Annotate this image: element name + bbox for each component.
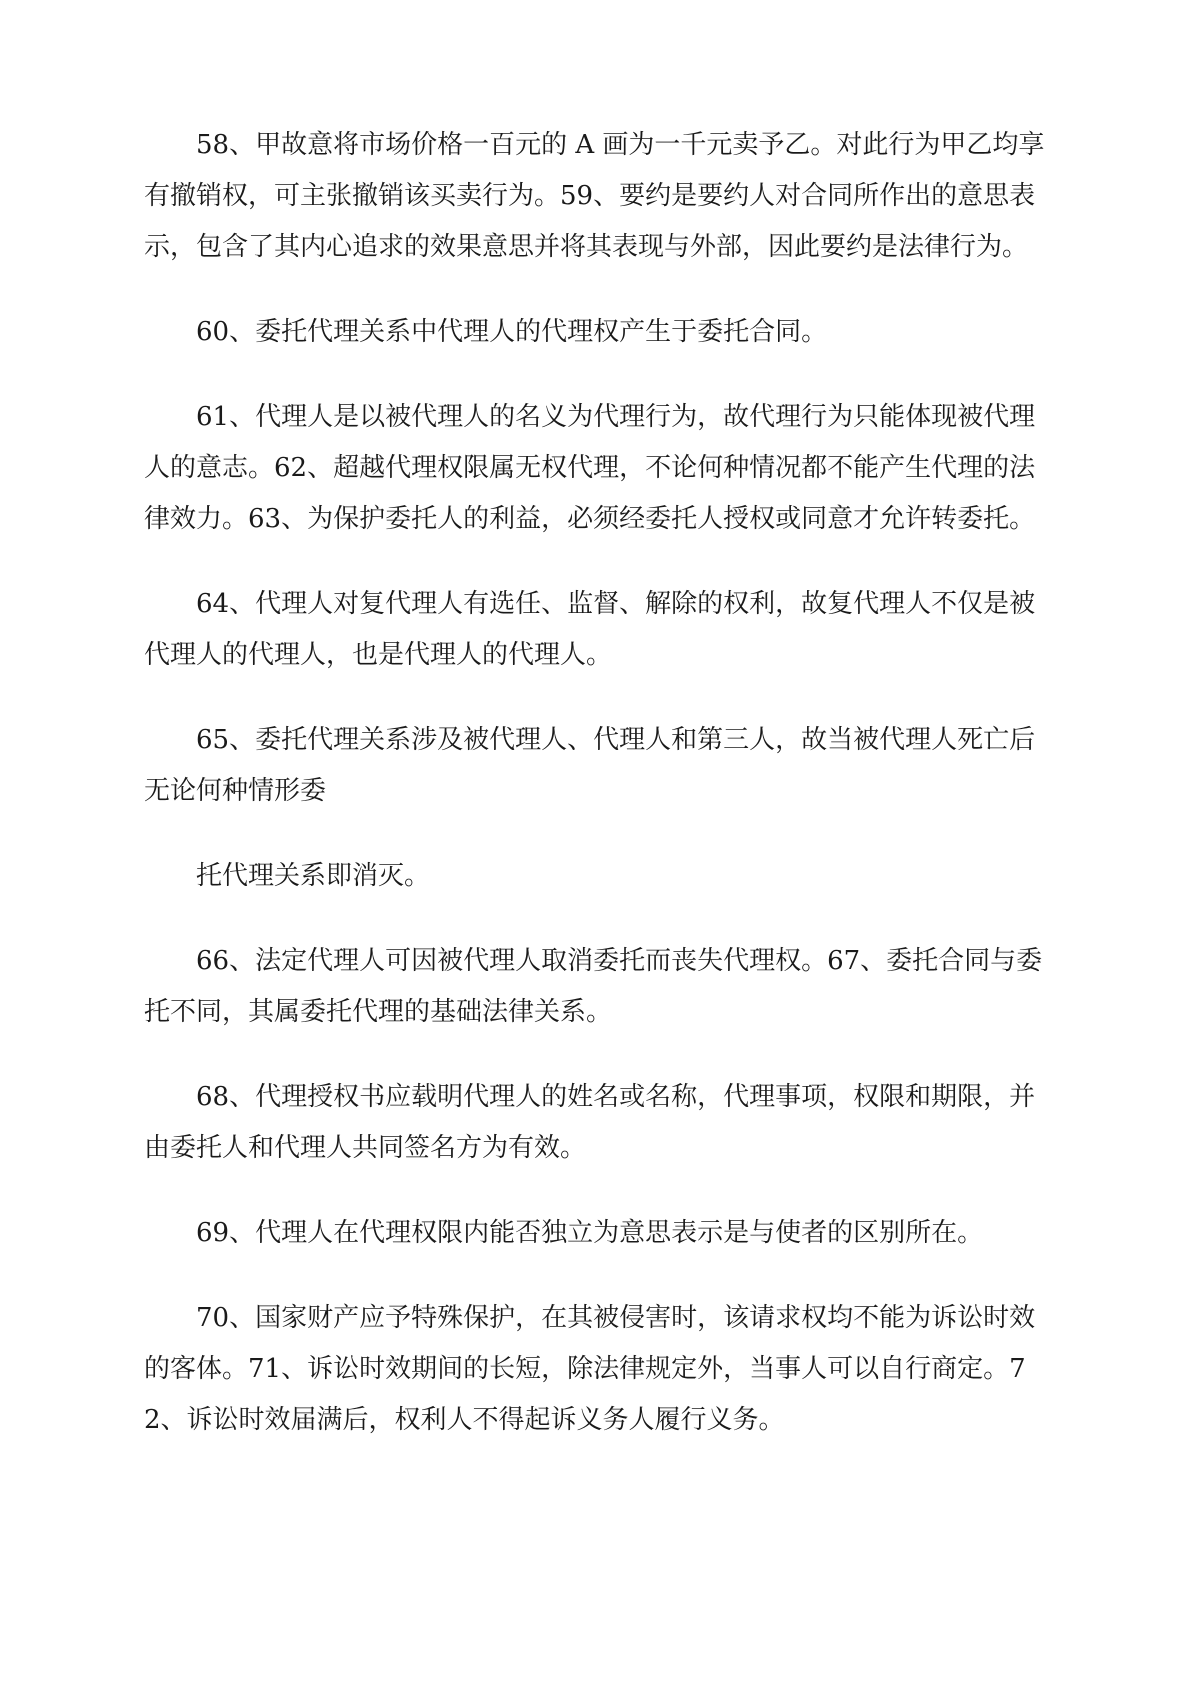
paragraph-58-59: 58、甲故意将市场价格一百元的 A 画为一千元卖予乙。对此行为甲乙均享有撤销权，可主张撤销该买卖行为。59、要约是要约人对合同所作出的意思表示，包含了其内心追求的效果意思并将其表现与外部，因此要约是法律行为。	[144, 130, 1045, 262]
document-body	[144, 120, 1054, 1480]
paragraph-61-63: 61、代理人是以被代理人的名义为代理行为，故代理行为只能体现被代理人的意志。62、超越代理权限属无权代理，不论何种情况都不能产生代理的法律效力。63、为保护委托人的利益，必须经委托人授权或同意才允许转委托。	[144, 402, 1036, 534]
paragraph-70-72: 70、国家财产应予特殊保护，在其被侵害时，该请求权均不能为诉讼时效的客体。71、诉讼时效期间的长短，除法律规定外，当事人可以自行商定。72、诉讼时效届满后，权利人不得起诉义务人履行义务。	[144, 1303, 1036, 1435]
paragraph-64: 64、代理人对复代理人有选任、监督、解除的权利，故复代理人不仅是被代理人的代理人，也是代理人的代理人。	[144, 589, 1036, 670]
paragraph-69: 69、代理人在代理权限内能否独立为意思表示是与使者的区别所在。	[196, 1218, 984, 1248]
paragraph-65: 65、委托代理关系涉及被代理人、代理人和第三人，故当被代理人死亡后无论何种情形委	[144, 725, 1036, 806]
paragraph-65-continued: 托代理关系即消灭。	[196, 861, 431, 891]
paragraph-60: 60、委托代理关系中代理人的代理权产生于委托合同。	[196, 317, 828, 347]
paragraph-66-67: 66、法定代理人可因被代理人取消委托而丧失代理权。67、委托合同与委托不同，其属委托代理的基础法律关系。	[144, 946, 1043, 1027]
paragraph-68: 68、代理授权书应载明代理人的姓名或名称，代理事项，权限和期限，并由委托人和代理人共同签名方为有效。	[144, 1082, 1036, 1163]
